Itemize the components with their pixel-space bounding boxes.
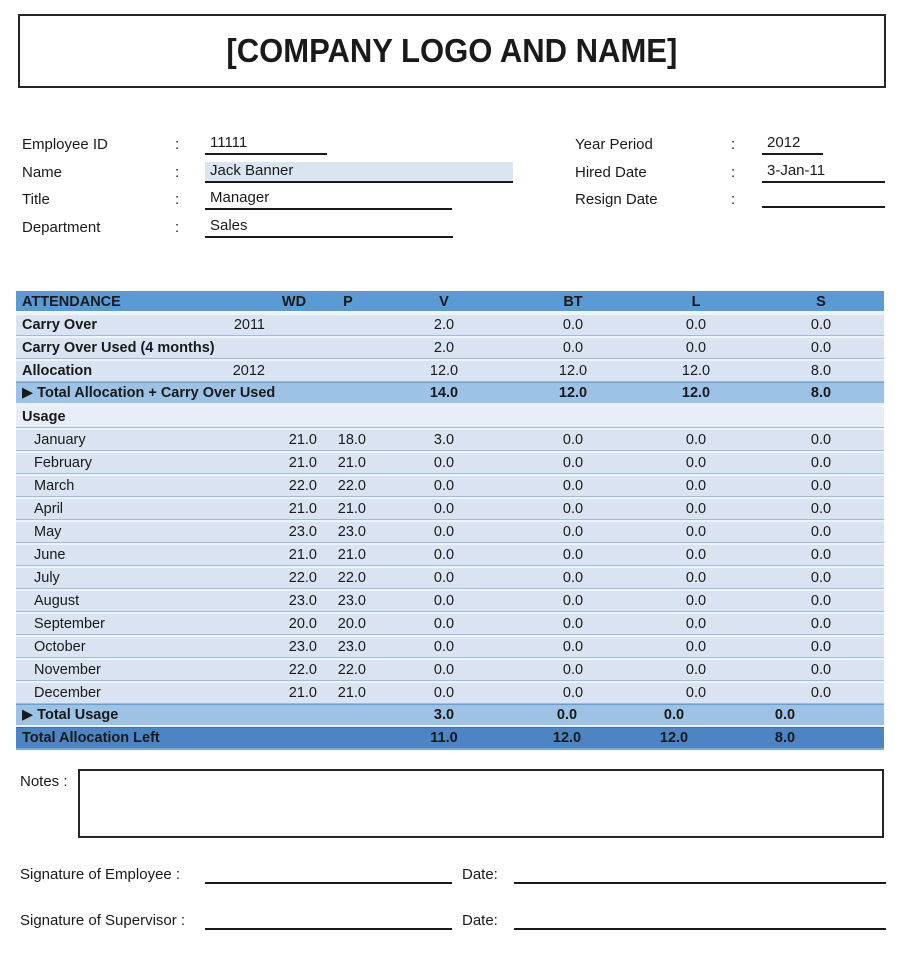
v-value-cell: 2.0: [433, 339, 455, 356]
year-value-cell: 2012: [232, 362, 265, 379]
s-value-cell: 8.0: [774, 729, 796, 746]
signature-supervisor-row: [20, 910, 886, 930]
resign-date-field[interactable]: [762, 188, 885, 208]
year-period-label: Year Period: [575, 136, 653, 154]
table-row: [16, 566, 884, 589]
attendance-rows: [16, 313, 884, 750]
date-employee-line[interactable]: [514, 864, 886, 884]
bt-value-cell: 0.0: [562, 316, 584, 333]
separator-colon: :: [731, 191, 736, 209]
p-value-cell: 23.0: [337, 592, 366, 609]
bt-value-cell: 12.0: [558, 384, 588, 401]
wd-value-cell: 22.0: [288, 661, 317, 678]
date-supervisor-line[interactable]: [514, 910, 886, 930]
table-row: [16, 382, 884, 405]
resign-date-row: [575, 186, 887, 214]
employee-title-row: [22, 186, 542, 214]
employee-name-row: [22, 159, 542, 187]
l-value-cell: 0.0: [685, 661, 707, 678]
l-value-cell: 0.0: [685, 431, 707, 448]
table-row: [16, 474, 884, 497]
table-row: [16, 336, 884, 359]
resign-date-label: Resign Date: [575, 191, 658, 209]
wd-value-cell: 21.0: [288, 431, 317, 448]
s-value-cell: 8.0: [810, 384, 832, 401]
p-value-cell: 23.0: [337, 523, 366, 540]
bt-value-cell: 0.0: [562, 615, 584, 632]
s-value-cell: 0.0: [774, 706, 796, 723]
row-label-cell: August: [34, 592, 80, 609]
s-value-cell: 0.0: [810, 615, 832, 632]
v-value-cell: 2.0: [433, 316, 455, 333]
s-value-cell: 8.0: [810, 362, 832, 379]
row-label-cell: February: [34, 454, 93, 471]
wd-value-cell: 21.0: [288, 500, 317, 517]
signature-supervisor-line[interactable]: [205, 910, 452, 930]
bt-value-cell: 0.0: [562, 500, 584, 517]
signature-employee-line[interactable]: [205, 864, 452, 884]
bt-value-cell: 0.0: [562, 638, 584, 655]
l-value-cell: 0.0: [685, 615, 707, 632]
row-label-cell: ▶ Total Allocation + Carry Over Used: [22, 384, 276, 401]
v-value-cell: 0.0: [433, 638, 455, 655]
employee-id-row: [22, 131, 542, 159]
employee-title-field[interactable]: Manager: [205, 189, 452, 210]
s-value-cell: 0.0: [810, 477, 832, 494]
column-header-attendance: ATTENDANCE: [22, 294, 121, 310]
wd-value-cell: 23.0: [288, 638, 317, 655]
bt-value-cell: 0.0: [562, 431, 584, 448]
v-value-cell: 0.0: [433, 454, 455, 471]
l-value-cell: 0.0: [685, 477, 707, 494]
p-value-cell: 21.0: [337, 500, 366, 517]
table-row: [16, 405, 884, 428]
l-value-cell: 12.0: [681, 384, 711, 401]
s-value-cell: 0.0: [810, 454, 832, 471]
employee-department-label: Department: [22, 218, 101, 236]
employee-id-label: Employee ID: [22, 136, 108, 154]
wd-value-cell: 21.0: [288, 684, 317, 701]
table-row: [16, 704, 884, 727]
table-row: [16, 727, 884, 750]
row-label-cell: Usage: [22, 408, 66, 425]
column-header-l: L: [691, 294, 701, 310]
table-row: [16, 543, 884, 566]
column-header-s: S: [816, 294, 826, 310]
row-label-cell: Carry Over Used (4 months): [22, 339, 215, 356]
v-value-cell: 0.0: [433, 569, 455, 586]
row-label-cell: July: [34, 569, 60, 586]
s-value-cell: 0.0: [810, 339, 832, 356]
v-value-cell: 3.0: [433, 431, 455, 448]
v-value-cell: 11.0: [430, 729, 458, 746]
s-value-cell: 0.0: [810, 523, 832, 540]
employee-info-right: [575, 131, 887, 214]
s-value-cell: 0.0: [810, 316, 832, 333]
wd-value-cell: 23.0: [288, 523, 317, 540]
row-label-cell: January: [34, 431, 86, 448]
attendance-table: [16, 291, 884, 750]
table-row: [16, 497, 884, 520]
table-row: [16, 589, 884, 612]
s-value-cell: 0.0: [810, 431, 832, 448]
column-header-bt: BT: [563, 294, 583, 310]
v-value-cell: 3.0: [433, 706, 455, 723]
s-value-cell: 0.0: [810, 684, 832, 701]
bt-value-cell: 12.0: [558, 362, 588, 379]
wd-value-cell: 20.0: [288, 615, 317, 632]
wd-value-cell: 22.0: [288, 569, 317, 586]
p-value-cell: 22.0: [337, 477, 366, 494]
bt-value-cell: 12.0: [552, 729, 582, 746]
v-value-cell: 0.0: [433, 615, 455, 632]
company-title: [COMPANY LOGO AND NAME]: [226, 32, 678, 69]
employee-department-field[interactable]: Sales: [205, 217, 453, 238]
l-value-cell: 12.0: [681, 362, 711, 379]
date-label: Date:: [462, 912, 498, 929]
s-value-cell: 0.0: [810, 500, 832, 517]
column-header-p: P: [343, 294, 353, 310]
row-label-cell: Carry Over: [22, 316, 97, 333]
bt-value-cell: 0.0: [562, 592, 584, 609]
row-label-cell: December: [34, 684, 101, 701]
v-value-cell: 12.0: [429, 362, 459, 379]
notes-label: Notes :: [20, 773, 68, 790]
table-row: [16, 359, 884, 382]
row-label-cell: March: [34, 477, 75, 494]
bt-value-cell: 0.0: [562, 454, 584, 471]
year-period-row: [575, 131, 887, 159]
separator-colon: :: [731, 136, 736, 154]
s-value-cell: 0.0: [810, 661, 832, 678]
bt-value-cell: 0.0: [556, 706, 578, 723]
wd-value-cell: 23.0: [288, 592, 317, 609]
row-label-cell: June: [34, 546, 66, 563]
employee-department-row: [22, 214, 542, 242]
table-row: [16, 612, 884, 635]
separator-colon: :: [175, 163, 180, 181]
bt-value-cell: 0.0: [562, 477, 584, 494]
table-row: [16, 451, 884, 474]
separator-colon: :: [731, 163, 736, 181]
row-label-cell: September: [34, 615, 105, 632]
l-value-cell: 0.0: [685, 316, 707, 333]
p-value-cell: 20.0: [337, 615, 366, 632]
wd-value-cell: 21.0: [288, 454, 317, 471]
date-label: Date:: [462, 866, 498, 883]
company-header-box: [18, 14, 886, 88]
table-row: [16, 681, 884, 704]
row-label-cell: October: [34, 638, 86, 655]
bt-value-cell: 0.0: [562, 684, 584, 701]
v-value-cell: 14.0: [429, 384, 459, 401]
s-value-cell: 0.0: [810, 546, 832, 563]
v-value-cell: 0.0: [433, 546, 455, 563]
year-period-field[interactable]: 2012: [762, 134, 823, 155]
l-value-cell: 0.0: [685, 569, 707, 586]
v-value-cell: 0.0: [433, 592, 455, 609]
v-value-cell: 0.0: [433, 477, 455, 494]
employee-name-label: Name: [22, 163, 63, 181]
signature-employee-row: [20, 864, 886, 884]
bt-value-cell: 0.0: [562, 523, 584, 540]
v-value-cell: 0.0: [433, 523, 455, 540]
p-value-cell: 22.0: [337, 661, 366, 678]
p-value-cell: 21.0: [337, 454, 366, 471]
signature-employee-label: Signature of Employee :: [20, 866, 181, 883]
row-label-cell: November: [34, 661, 101, 678]
table-row: [16, 635, 884, 658]
l-value-cell: 0.0: [685, 684, 707, 701]
s-value-cell: 0.0: [810, 638, 832, 655]
separator-colon: :: [175, 136, 180, 154]
row-label-cell: May: [34, 523, 62, 540]
l-value-cell: 12.0: [659, 729, 689, 746]
column-header-v: V: [439, 294, 449, 310]
bt-value-cell: 0.0: [562, 546, 584, 563]
bt-value-cell: 0.0: [562, 339, 584, 356]
table-row: [16, 520, 884, 543]
employee-title-label: Title: [22, 191, 50, 209]
hired-date-field[interactable]: 3-Jan-11: [762, 162, 885, 183]
table-row: [16, 658, 884, 681]
l-value-cell: 0.0: [685, 546, 707, 563]
row-label-cell: April: [34, 500, 64, 517]
p-value-cell: 22.0: [337, 569, 366, 586]
row-label-cell: Total Allocation Left: [22, 729, 160, 746]
p-value-cell: 21.0: [337, 684, 366, 701]
l-value-cell: 0.0: [685, 523, 707, 540]
l-value-cell: 0.0: [685, 592, 707, 609]
row-label-cell: Allocation: [22, 362, 93, 379]
l-value-cell: 0.0: [685, 454, 707, 471]
p-value-cell: 21.0: [337, 546, 366, 563]
l-value-cell: 0.0: [685, 500, 707, 517]
l-value-cell: 0.0: [663, 706, 685, 723]
bt-value-cell: 0.0: [562, 661, 584, 678]
v-value-cell: 0.0: [433, 500, 455, 517]
wd-value-cell: 21.0: [288, 546, 317, 563]
wd-value-cell: 22.0: [288, 477, 317, 494]
s-value-cell: 0.0: [810, 569, 832, 586]
hired-date-label: Hired Date: [575, 163, 647, 181]
v-value-cell: 0.0: [433, 661, 455, 678]
table-row: [16, 428, 884, 451]
column-header-wd: WD: [281, 294, 307, 310]
l-value-cell: 0.0: [685, 339, 707, 356]
employee-name-field[interactable]: Jack Banner: [205, 162, 513, 183]
hired-date-row: [575, 159, 887, 187]
employee-info-left: [22, 131, 542, 241]
separator-colon: :: [175, 218, 180, 236]
v-value-cell: 0.0: [433, 684, 455, 701]
table-header-row: [16, 291, 884, 313]
row-label-cell: ▶ Total Usage: [22, 706, 119, 723]
p-value-cell: 18.0: [337, 431, 366, 448]
bt-value-cell: 0.0: [562, 569, 584, 586]
separator-colon: :: [175, 191, 180, 209]
year-value-cell: 2011: [233, 316, 265, 333]
l-value-cell: 0.0: [685, 638, 707, 655]
p-value-cell: 23.0: [337, 638, 366, 655]
s-value-cell: 0.0: [810, 592, 832, 609]
table-row: [16, 313, 884, 336]
employee-id-field[interactable]: 11111: [205, 134, 327, 155]
notes-box[interactable]: [78, 769, 884, 838]
signature-supervisor-label: Signature of Supervisor :: [20, 912, 186, 929]
